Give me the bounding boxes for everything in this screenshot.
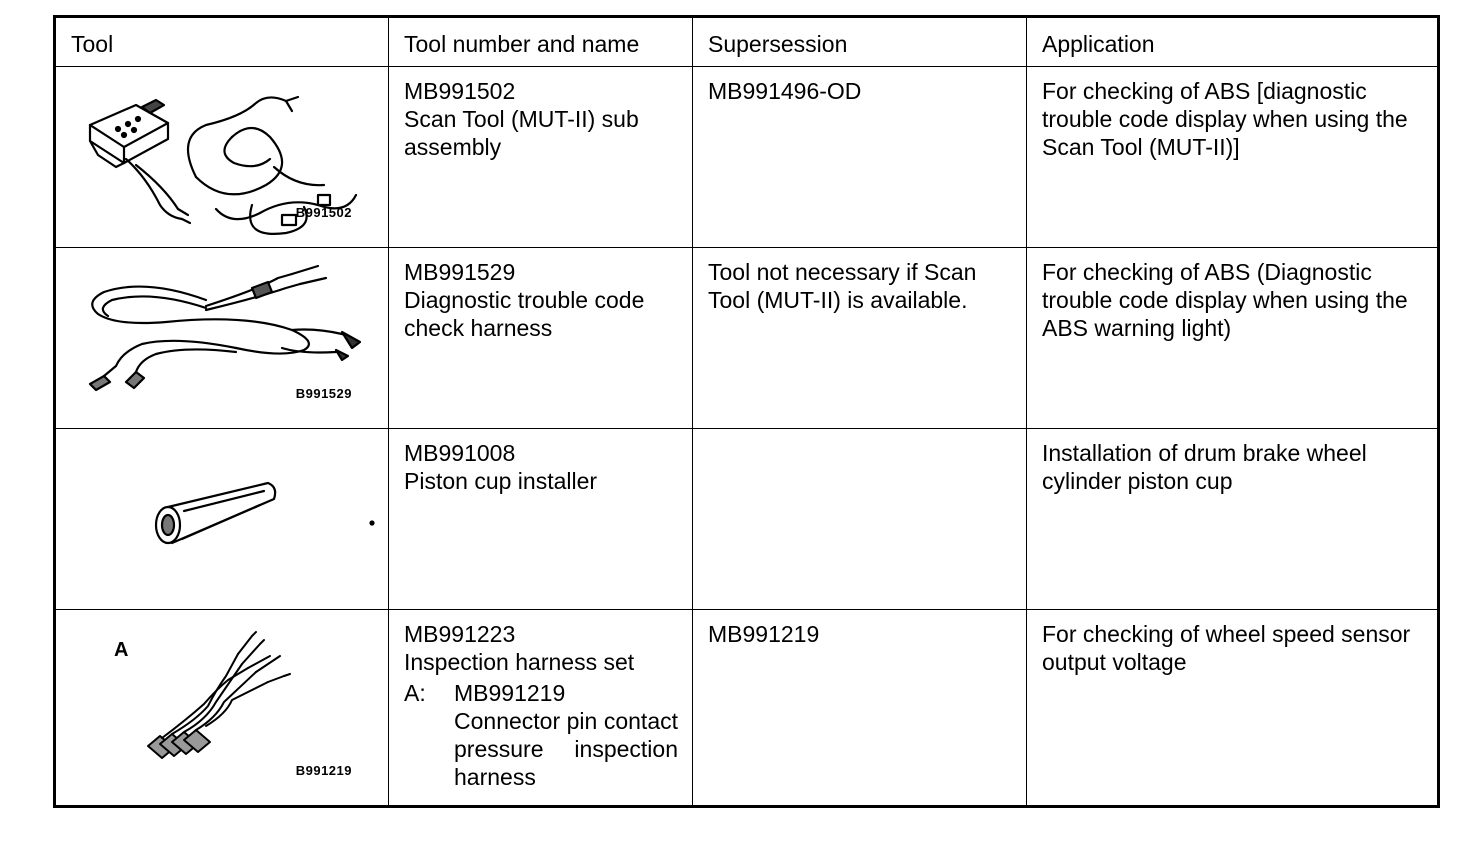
sub-tool-label: A:	[404, 680, 426, 706]
sub-tool-details	[454, 679, 678, 791]
table-row	[55, 248, 1439, 429]
sub-tool-number: MB991219	[454, 680, 566, 706]
tool-number: MB991223	[404, 621, 516, 647]
supersession-cell: MB991219	[693, 610, 1027, 807]
tool-illustration-cell	[55, 67, 389, 248]
supersession-cell: Tool not necessary if Scan Tool (MUT-II) is available.	[693, 248, 1027, 429]
sub-tool-name: Connector pin contact pressure inspection harness	[454, 708, 678, 790]
header-application: Application	[1027, 17, 1439, 67]
tool-name: Diagnostic trouble code check harness	[404, 287, 645, 341]
tool-name: Inspection harness set	[404, 649, 635, 675]
table-row	[55, 67, 1439, 248]
figure-code: B991219	[295, 763, 352, 778]
tool-number-name-cell	[389, 610, 693, 807]
piston-cup-installer-icon	[56, 429, 389, 610]
special-tools-table	[53, 15, 1440, 808]
tool-illustration-cell	[55, 248, 389, 429]
table-row	[55, 610, 1439, 807]
sub-tool-entry	[404, 679, 678, 791]
tool-number: MB991008	[404, 440, 516, 466]
table-header-row	[55, 17, 1439, 67]
header-supersession: Supersession	[693, 17, 1027, 67]
application-cell: For checking of ABS (Diagnostic trouble code display when using the ABS warning light)	[1027, 248, 1439, 429]
tool-illustration-cell	[55, 610, 389, 807]
header-tool: Tool	[55, 17, 389, 67]
tool-number: MB991502	[404, 78, 516, 104]
tool-number-name-cell	[389, 67, 693, 248]
tool-name: Scan Tool (MUT-II) sub assembly	[404, 106, 639, 160]
tool-number-name-cell	[389, 248, 693, 429]
supersession-cell: MB991496-OD	[693, 67, 1027, 248]
tool-name: Piston cup installer	[404, 468, 598, 494]
application-cell: For checking of ABS [diagnostic trouble code display when using the Scan Tool (MUT-II)]	[1027, 67, 1439, 248]
tool-number: MB991529	[404, 259, 516, 285]
application-cell: Installation of drum brake wheel cylinder piston cup	[1027, 429, 1439, 610]
tool-number-name-cell	[389, 429, 693, 610]
header-tool-number-and-name: Tool number and name	[389, 17, 693, 67]
supersession-cell	[693, 429, 1027, 610]
application-cell: For checking of wheel speed sensor output voltage	[1027, 610, 1439, 807]
tool-illustration-cell	[55, 429, 389, 610]
figure-code: B991502	[295, 205, 352, 220]
figure-code: B991529	[295, 386, 352, 401]
figure-letter: A	[114, 639, 129, 661]
table-row	[55, 429, 1439, 610]
